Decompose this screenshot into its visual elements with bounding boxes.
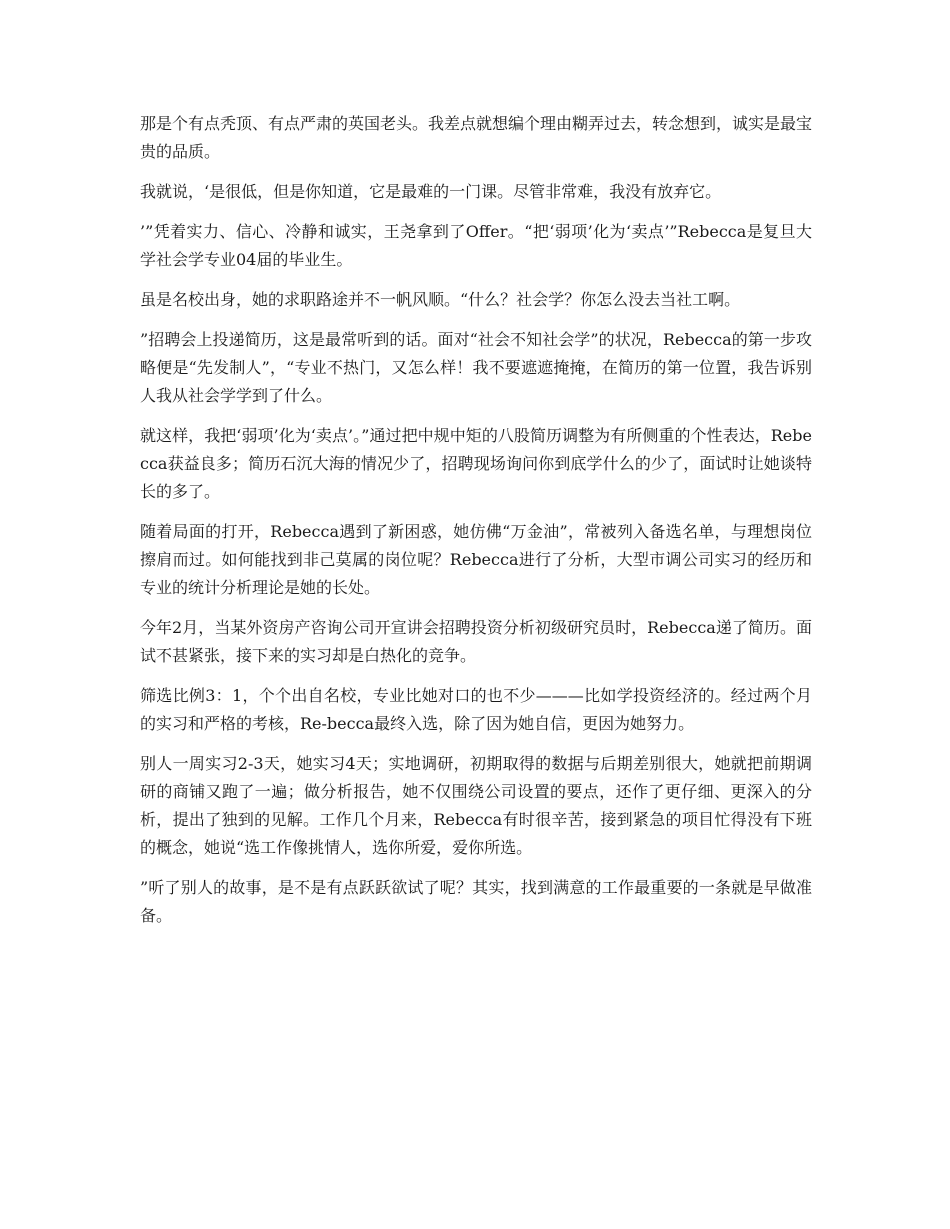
paragraph: 就这样，我把‘弱项’化为‘卖点’。”通过把中规中矩的八股简历调整为有所侧重的个性表达，Rebecca获益良多；简历石沉大海的情况少了，招聘现场询问你到底学什么的少了，面试时让她谈特长的多了。	[140, 426, 812, 501]
paragraph: ”招聘会上投递简历，这是最常听到的话。面对“社会不知社会学”的状况，Rebecca的第一步攻略便是“先发制人”，“专业不热门，又怎么样！我不要遮遮掩掩，在简历的第一位置，我告诉别人我从社会学学到了什么。	[140, 330, 812, 405]
paragraph: 别人一周实习2-3天，她实习4天；实地调研，初期取得的数据与后期差别很大，她就把前期调研的商铺又跑了一遍；做分析报告，她不仅围绕公司设置的要点，还作了更仔细、更深入的分析，提出了独到的见解。工作几个月来，Rebecca有时很辛苦，接到紧急的项目忙得没有下班的概念，她说“选工作像挑情人，选你所爱，爱你所选。	[140, 754, 812, 857]
paragraph: 虽是名校出身，她的求职路途并不一帆风顺。“什么？社会学？你怎么没去当社工啊。	[140, 290, 741, 309]
paragraph: ’”凭着实力、信心、冷静和诚实，王尧拿到了Offer。“把‘弱项’化为‘卖点’”Rebecca是复旦大学社会学专业04届的毕业生。	[140, 222, 812, 269]
paragraph: ”听了别人的故事，是不是有点跃跃欲试了呢？其实，找到满意的工作最重要的一条就是早做准备。	[140, 878, 812, 925]
paragraph: 那是个有点秃顶、有点严肃的英国老头。我差点就想编个理由糊弄过去，转念想到，诚实是最宝贵的品质。	[140, 114, 813, 161]
paragraph: 今年2月，当某外资房产咨询公司开宣讲会招聘投资分析初级研究员时，Rebecca递了简历。面试不甚紧张，接下来的实习却是白热化的竞争。	[140, 618, 812, 665]
paragraph: 筛选比例3：1，个个出自名校，专业比她对口的也不少———比如学投资经济的。经过两个月的实习和严格的考核，Re-becca最终入选，除了因为她自信，更因为她努力。	[140, 686, 812, 733]
paragraph: 随着局面的打开，Rebecca遇到了新困惑，她仿佛“万金油”，常被列入备选名单，与理想岗位擦肩而过。如何能找到非己莫属的岗位呢？Rebecca进行了分析，大型市调公司实习的经历和专业的统计分析理论是她的长处。	[140, 522, 812, 597]
document-body	[140, 110, 812, 942]
paragraph: 我就说，‘是很低，但是你知道，它是最难的一门课。尽管非常难，我没有放弃它。	[140, 182, 722, 201]
